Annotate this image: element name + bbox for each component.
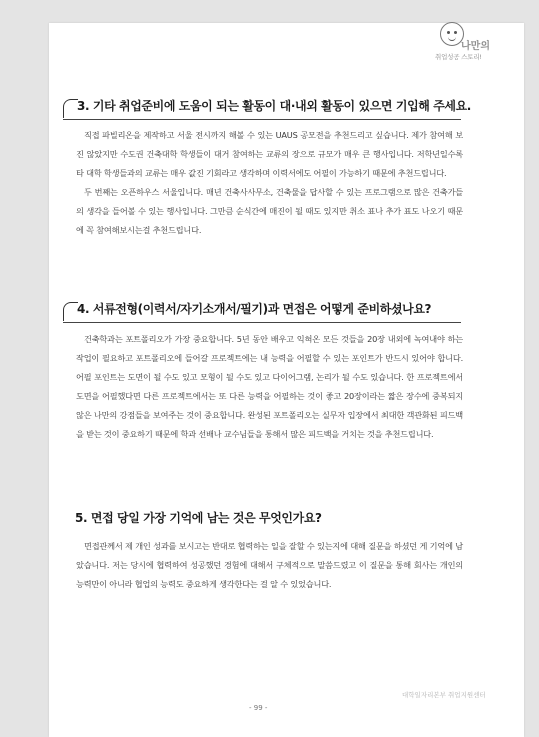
section-3-body	[76, 126, 463, 240]
section-4-body	[76, 330, 463, 444]
section-5-body	[76, 537, 463, 594]
section-3-heading-box	[71, 96, 471, 120]
page-number: - 99 -	[249, 704, 268, 712]
section-4-heading-box	[71, 299, 461, 323]
heading-underline	[63, 119, 461, 120]
footer-organization: 대학일자리본부 취업지원센터	[402, 691, 486, 699]
section-5-paragraph-1: 면접관께서 제 개인 성과를 보시고는 반대로 협력하는 일을 잘할 수 있는지에 대해 질문을 하셨던 게 기억에 남았습니다. 저는 당시에 협력하여 성공했던 경험에 대해서 구체적으로 말씀드렸고 이 질문을 통해 회사는 개인의 능력만이 아니라 협업의 능력도 중요하게 생각한다는 걸 알 수 있었습니다.	[76, 541, 463, 589]
brand-logo	[432, 22, 502, 68]
heading-corner-bracket	[63, 302, 78, 321]
section-4-heading: 4. 서류전형(이력서/자기소개서/필기)과 면접은 어떻게 준비하셨나요?	[77, 302, 432, 316]
section-5-heading: 5. 면접 당일 가장 기억에 남는 것은 무엇인가요?	[75, 511, 322, 525]
heading-underline	[63, 322, 461, 323]
section-3-paragraph-1: 직접 파빌리온을 제작하고 서울 전시까지 해볼 수 있는 UAUS 공모전을 추천드리고 싶습니다. 제가 참여해 보진 않았지만 수도권 건축대학 학생들이 대거 참여하는 교류의 장으로 규모가 매우 큰 행사입니다. 저학년일수록 타 대학 학생들과의 교류는 매우 값진 기회라고 생각하며 이력서에도 어필이 가능하기 때문에 추천드립니다.	[76, 130, 463, 178]
section-4-paragraph-1: 건축학과는 포트폴리오가 가장 중요합니다. 5년 동안 배우고 익혀온 모든 것들을 20장 내외에 녹여내야 하는 작업이 필요하고 포트폴리오에 들어갈 프로젝트에는 내 능력을 어필할 수 있는 포인트가 반드시 있어야 합니다. 어필 포인트는 도면이 될 수도 있고 모형이 될 수도 있고 다이어그램, 논리가 될 수도 있습니다. 한 프로젝트에서 도면을 어필했다면 다른 프로젝트에서는 또 다른 능력을 어필하는 것이 좋고 20장이라는 짧은 장수에 중복되지 않은 나만의 강점들을 보여주는 것이 중요합니다. 완성된 포트폴리오는 실무자 입장에서 최대한 객관화된 피드백을 받는 것이 중요하기 때문에 학과 선배나 교수님들을 통해서 많은 피드백을 거치는 것을 추천드립니다.	[76, 334, 463, 439]
section-5-heading-box	[71, 508, 461, 532]
section-3-heading: 3. 기타 취업준비에 도움이 되는 활동이 대·내외 활동이 있으면 기입해 주세요.	[77, 99, 471, 113]
logo-subtitle: 취업성공 스토리!	[435, 53, 482, 61]
logo-title: 나만의	[461, 41, 490, 52]
section-3-paragraph-2: 두 번째는 오픈하우스 서울입니다. 매년 건축사사무소, 건축물을 답사할 수 있는 프로그램으로 많은 건축가들의 생각을 들어볼 수 있는 행사입니다. 그만큼 순식간에 매진이 될 때도 있지만 취소 표나 추가 표도 나오기 때문에 꼭 참여해보시는걸 추천드립니다.	[76, 187, 463, 235]
heading-corner-bracket	[63, 99, 78, 118]
